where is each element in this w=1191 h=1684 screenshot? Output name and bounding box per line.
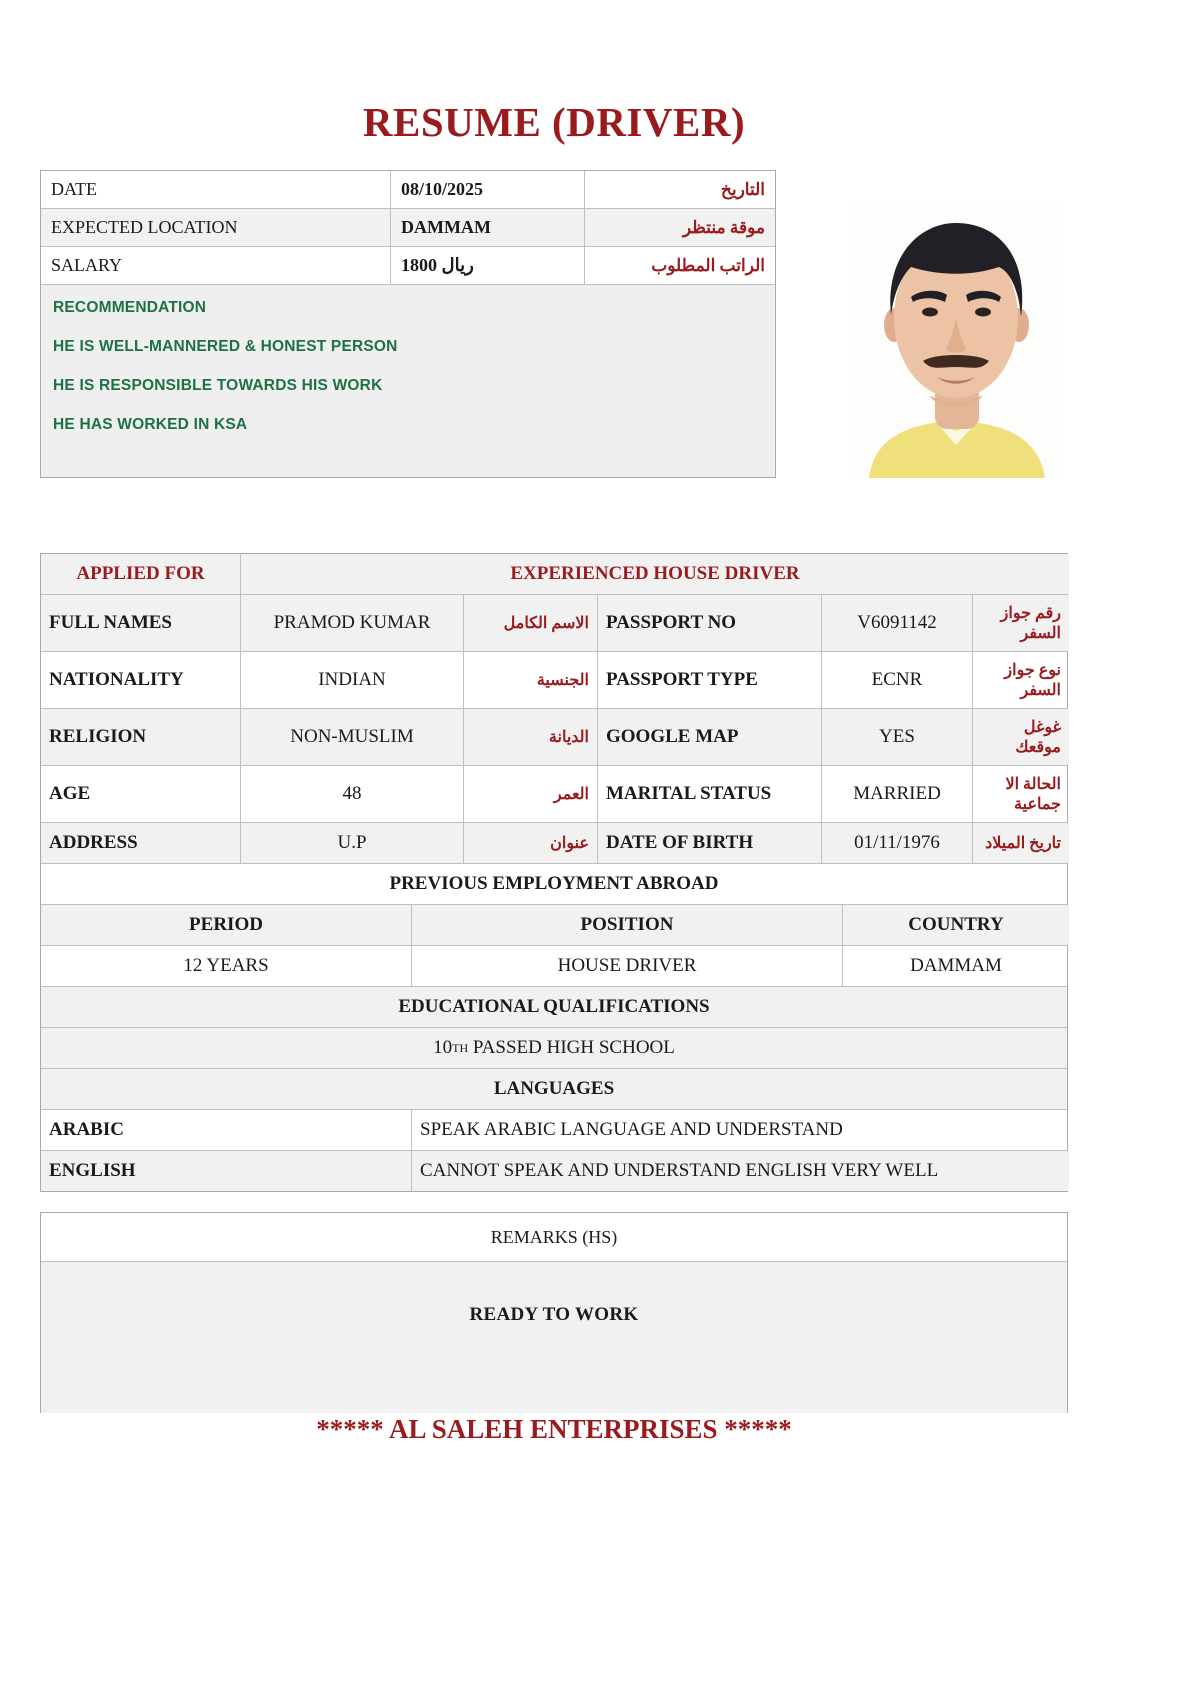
education-value-row	[41, 1027, 1067, 1068]
expected-location-value: DAMMAM	[390, 209, 584, 246]
religion-label-arabic: الديانة	[463, 709, 597, 765]
religion-label: RELIGION	[41, 709, 240, 765]
education-title: EDUCATIONAL QUALIFICATIONS	[41, 987, 1067, 1027]
full-names-label: FULL NAMES	[41, 595, 240, 651]
google-map-value: YES	[821, 709, 972, 765]
marital-status-value: MARRIED	[821, 766, 972, 822]
date-value: 08/10/2025	[390, 171, 584, 208]
date-of-birth-label-arabic: تاريخ الميلاد	[972, 823, 1069, 863]
recommendation-heading: RECOMMENDATION	[53, 299, 207, 316]
employment-values-row	[41, 945, 1067, 986]
passport-no-label: PASSPORT NO	[597, 595, 821, 651]
education-grade: 10	[433, 1037, 453, 1058]
english-language-label: ENGLISH	[41, 1151, 411, 1191]
page-title: RESUME (DRIVER)	[362, 99, 746, 145]
country-value: DAMMAM	[842, 946, 1069, 986]
info-table	[40, 170, 776, 478]
nationality-value: INDIAN	[240, 652, 463, 708]
education-text: PASSED HIGH SCHOOL	[468, 1037, 675, 1058]
row-full-names	[41, 594, 1067, 651]
previous-employment-title: PREVIOUS EMPLOYMENT ABROAD	[389, 873, 719, 894]
position-value: HOUSE DRIVER	[411, 946, 842, 986]
period-value: 12 YEARS	[183, 955, 269, 976]
address-label-arabic: عنوان	[463, 823, 597, 863]
recommendation-line-2: HE IS RESPONSIBLE TOWARDS HIS WORK	[53, 377, 383, 394]
age-value: 48	[240, 766, 463, 822]
address-value: U.P	[240, 823, 463, 863]
arabic-language-value: SPEAK ARABIC LANGUAGE AND UNDERSTAND	[411, 1110, 1069, 1150]
passport-no-value: V6091142	[821, 595, 972, 651]
candidate-photo-image	[849, 205, 1064, 478]
period-header: PERIOD	[41, 905, 411, 945]
previous-employment-header	[41, 863, 1067, 904]
row-arabic-language	[41, 1109, 1067, 1150]
salary-value: 1800 ريال	[390, 247, 584, 284]
education-grade-suffix: TH	[452, 1040, 469, 1055]
passport-no-label-arabic: رقم جواز السفر	[972, 595, 1069, 651]
info-row-date	[41, 171, 775, 208]
age-label: AGE	[49, 783, 91, 804]
full-names-value: PRAMOD KUMAR	[240, 595, 463, 651]
languages-title: LANGUAGES	[41, 1069, 1067, 1109]
salary-label-arabic: الراتب المطلوب	[584, 247, 775, 284]
english-language-value: CANNOT SPEAK AND UNDERSTAND ENGLISH VERY WELL	[411, 1151, 1069, 1191]
country-header: COUNTRY	[842, 905, 1069, 945]
position-header: POSITION	[411, 905, 842, 945]
passport-type-label-arabic: نوع جواز السفر	[972, 652, 1069, 708]
google-map-label: GOOGLE MAP	[597, 709, 821, 765]
nationality-label: NATIONALITY	[49, 669, 184, 690]
company-footer: ***** AL SALEH ENTERPRISES *****	[316, 1414, 792, 1444]
languages-header	[41, 1068, 1067, 1109]
recommendation-block	[41, 284, 775, 477]
date-of-birth-label: DATE OF BIRTH	[597, 823, 821, 863]
info-row-location	[41, 208, 775, 246]
age-label-arabic: العمر	[463, 766, 597, 822]
date-label-arabic: التاريخ	[584, 171, 775, 208]
row-english-language	[41, 1150, 1067, 1191]
marital-status-label: MARITAL STATUS	[597, 766, 821, 822]
passport-type-value: ECNR	[821, 652, 972, 708]
recommendation-line-1: HE IS WELL-MANNERED & HONEST PERSON	[53, 338, 398, 355]
remarks-body: READY TO WORK	[41, 1261, 1067, 1413]
salary-label: SALARY	[51, 255, 123, 275]
full-names-label-arabic: الاسم الكامل	[463, 595, 597, 651]
date-label: DATE	[51, 179, 97, 199]
employment-columns-header	[41, 904, 1067, 945]
row-nationality	[41, 651, 1067, 708]
row-religion	[41, 708, 1067, 765]
applied-for-label: APPLIED FOR	[41, 554, 240, 594]
expected-location-label: EXPECTED LOCATION	[41, 209, 390, 246]
remarks-title: REMARKS (HS)	[490, 1226, 618, 1247]
recommendation-line-3: HE HAS WORKED IN KSA	[53, 416, 248, 433]
candidate-photo	[849, 205, 1064, 478]
expected-location-label-arabic: موقة منتظر	[584, 209, 775, 246]
applied-for-row	[41, 554, 1067, 594]
applied-for-value: EXPERIENCED HOUSE DRIVER	[240, 554, 1069, 594]
remarks-box	[40, 1212, 1068, 1413]
google-map-label-arabic: غوغل موقعك	[972, 709, 1069, 765]
row-age	[41, 765, 1067, 822]
religion-value: NON-MUSLIM	[240, 709, 463, 765]
info-row-salary	[41, 246, 775, 284]
nationality-label-arabic: الجنسية	[463, 652, 597, 708]
education-header	[41, 986, 1067, 1027]
passport-type-label: PASSPORT TYPE	[597, 652, 821, 708]
date-of-birth-value: 01/11/1976	[821, 823, 972, 863]
address-label: ADDRESS	[41, 823, 240, 863]
main-table	[40, 553, 1068, 1192]
education-value	[41, 1028, 1067, 1068]
marital-status-label-arabic: الحالة الا جماعية	[972, 766, 1069, 822]
row-address	[41, 822, 1067, 863]
arabic-language-label: ARABIC	[49, 1119, 124, 1140]
